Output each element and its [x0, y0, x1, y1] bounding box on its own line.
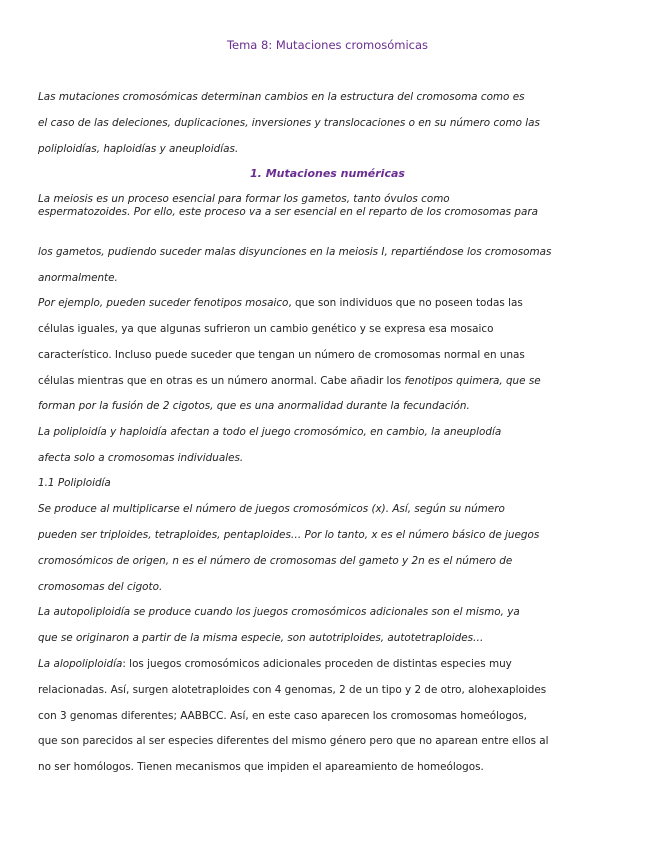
alo-line-5: no ser homólogos. Tienen mecanismos que impiden el apareamiento de homeólogos.	[38, 761, 484, 773]
mosaico-line-3: característico. Incluso puede suceder que tengan un número de cromosomas normal en unas	[38, 349, 525, 361]
intro-line-3: poliploidías, haploidías y aneuploidías.	[38, 143, 239, 155]
poliploidia-line-2: afecta solo a cromosomas individuales.	[38, 452, 244, 464]
poliploidia-line-1: La poliploidía y haploidía afectan a todo el juego cromosómico, en cambio, la aneuplodía	[38, 426, 502, 438]
meiosis-line-3: los gametos, pudiendo suceder malas disyunciones en la meiosis I, repartiéndose los cromosomas	[38, 246, 552, 258]
mosaico-line-1-b: , que son individuos que no poseen todas las	[288, 297, 523, 309]
alo-line-3: con 3 genomas diferentes; AABBCC. Así, en este caso aparecen los cromosomas homeólogos,	[38, 710, 527, 722]
alo-term: La alopoliploidía	[38, 658, 123, 670]
mosaico-line-4-a: células mientras que en otras es un número anormal. Cabe añadir los	[38, 375, 405, 387]
mosaico-line-1-a: Por ejemplo, pueden suceder fenotipos mosaico	[38, 297, 289, 309]
intro-line-2: el caso de las deleciones, duplicaciones, inversiones y translocaciones o en su número como las	[38, 117, 540, 129]
auto-line-2: que se originaron a partir de la misma especie, son autotriploides, autotetraploides…	[38, 632, 484, 644]
sub-para-line-4: cromosomas del cigoto.	[38, 581, 163, 593]
subsection-heading: 1.1 Poliploidía	[38, 477, 111, 489]
meiosis-line-1: La meiosis es un proceso esencial para formar los gametos, tanto óvulos como	[38, 193, 450, 205]
mosaico-line-4-b: fenotipos quimera, que se	[404, 375, 541, 387]
alo-line-2: relacionadas. Así, surgen alotetraploides con 4 genomas, 2 de un tipo y 2 de otro, alohexaploides	[38, 684, 547, 696]
document-title: Tema 8: Mutaciones cromosómicas	[226, 38, 429, 52]
auto-line-1: La autopoliploidía se produce cuando los juegos cromosómicos adicionales son el mismo, ya	[38, 606, 520, 618]
mosaico-line-5: forman por la fusión de 2 cigotos, que es una anormalidad durante la fecundación.	[38, 400, 470, 412]
alo-line-4: que son parecidos al ser especies diferentes del mismo género pero que no aparean entre ellos al	[38, 735, 549, 747]
alo-line-1	[38, 658, 512, 671]
mosaico-line-1	[38, 297, 523, 310]
intro-line-1: Las mutaciones cromosómicas determinan cambios en la estructura del cromosoma como es	[38, 91, 525, 103]
alo-line-1-b: : los juegos cromosómicos adicionales proceden de distintas especies muy	[122, 658, 512, 670]
mosaico-line-4	[38, 375, 541, 388]
sub-para-line-3: cromosómicos de origen, n es el número de cromosomas del gameto y 2n es el número de	[38, 555, 513, 567]
sub-para-line-1: Se produce al multiplicarse el número de juegos cromosómicos (x). Así, según su número	[38, 503, 505, 515]
meiosis-line-2: espermatozoides. Por ello, este proceso va a ser esencial en el reparto de los cromosomas para	[38, 206, 538, 218]
mosaico-line-2: células iguales, ya que algunas sufrieron un cambio genético y se expresa esa mosaico	[38, 323, 494, 335]
meiosis-line-4: anormalmente.	[38, 272, 118, 284]
section-heading: 1. Mutaciones numéricas	[250, 167, 405, 180]
sub-para-line-2: pueden ser triploides, tetraploides, pentaploides… Por lo tanto, x es el número básico de juegos	[38, 529, 540, 541]
